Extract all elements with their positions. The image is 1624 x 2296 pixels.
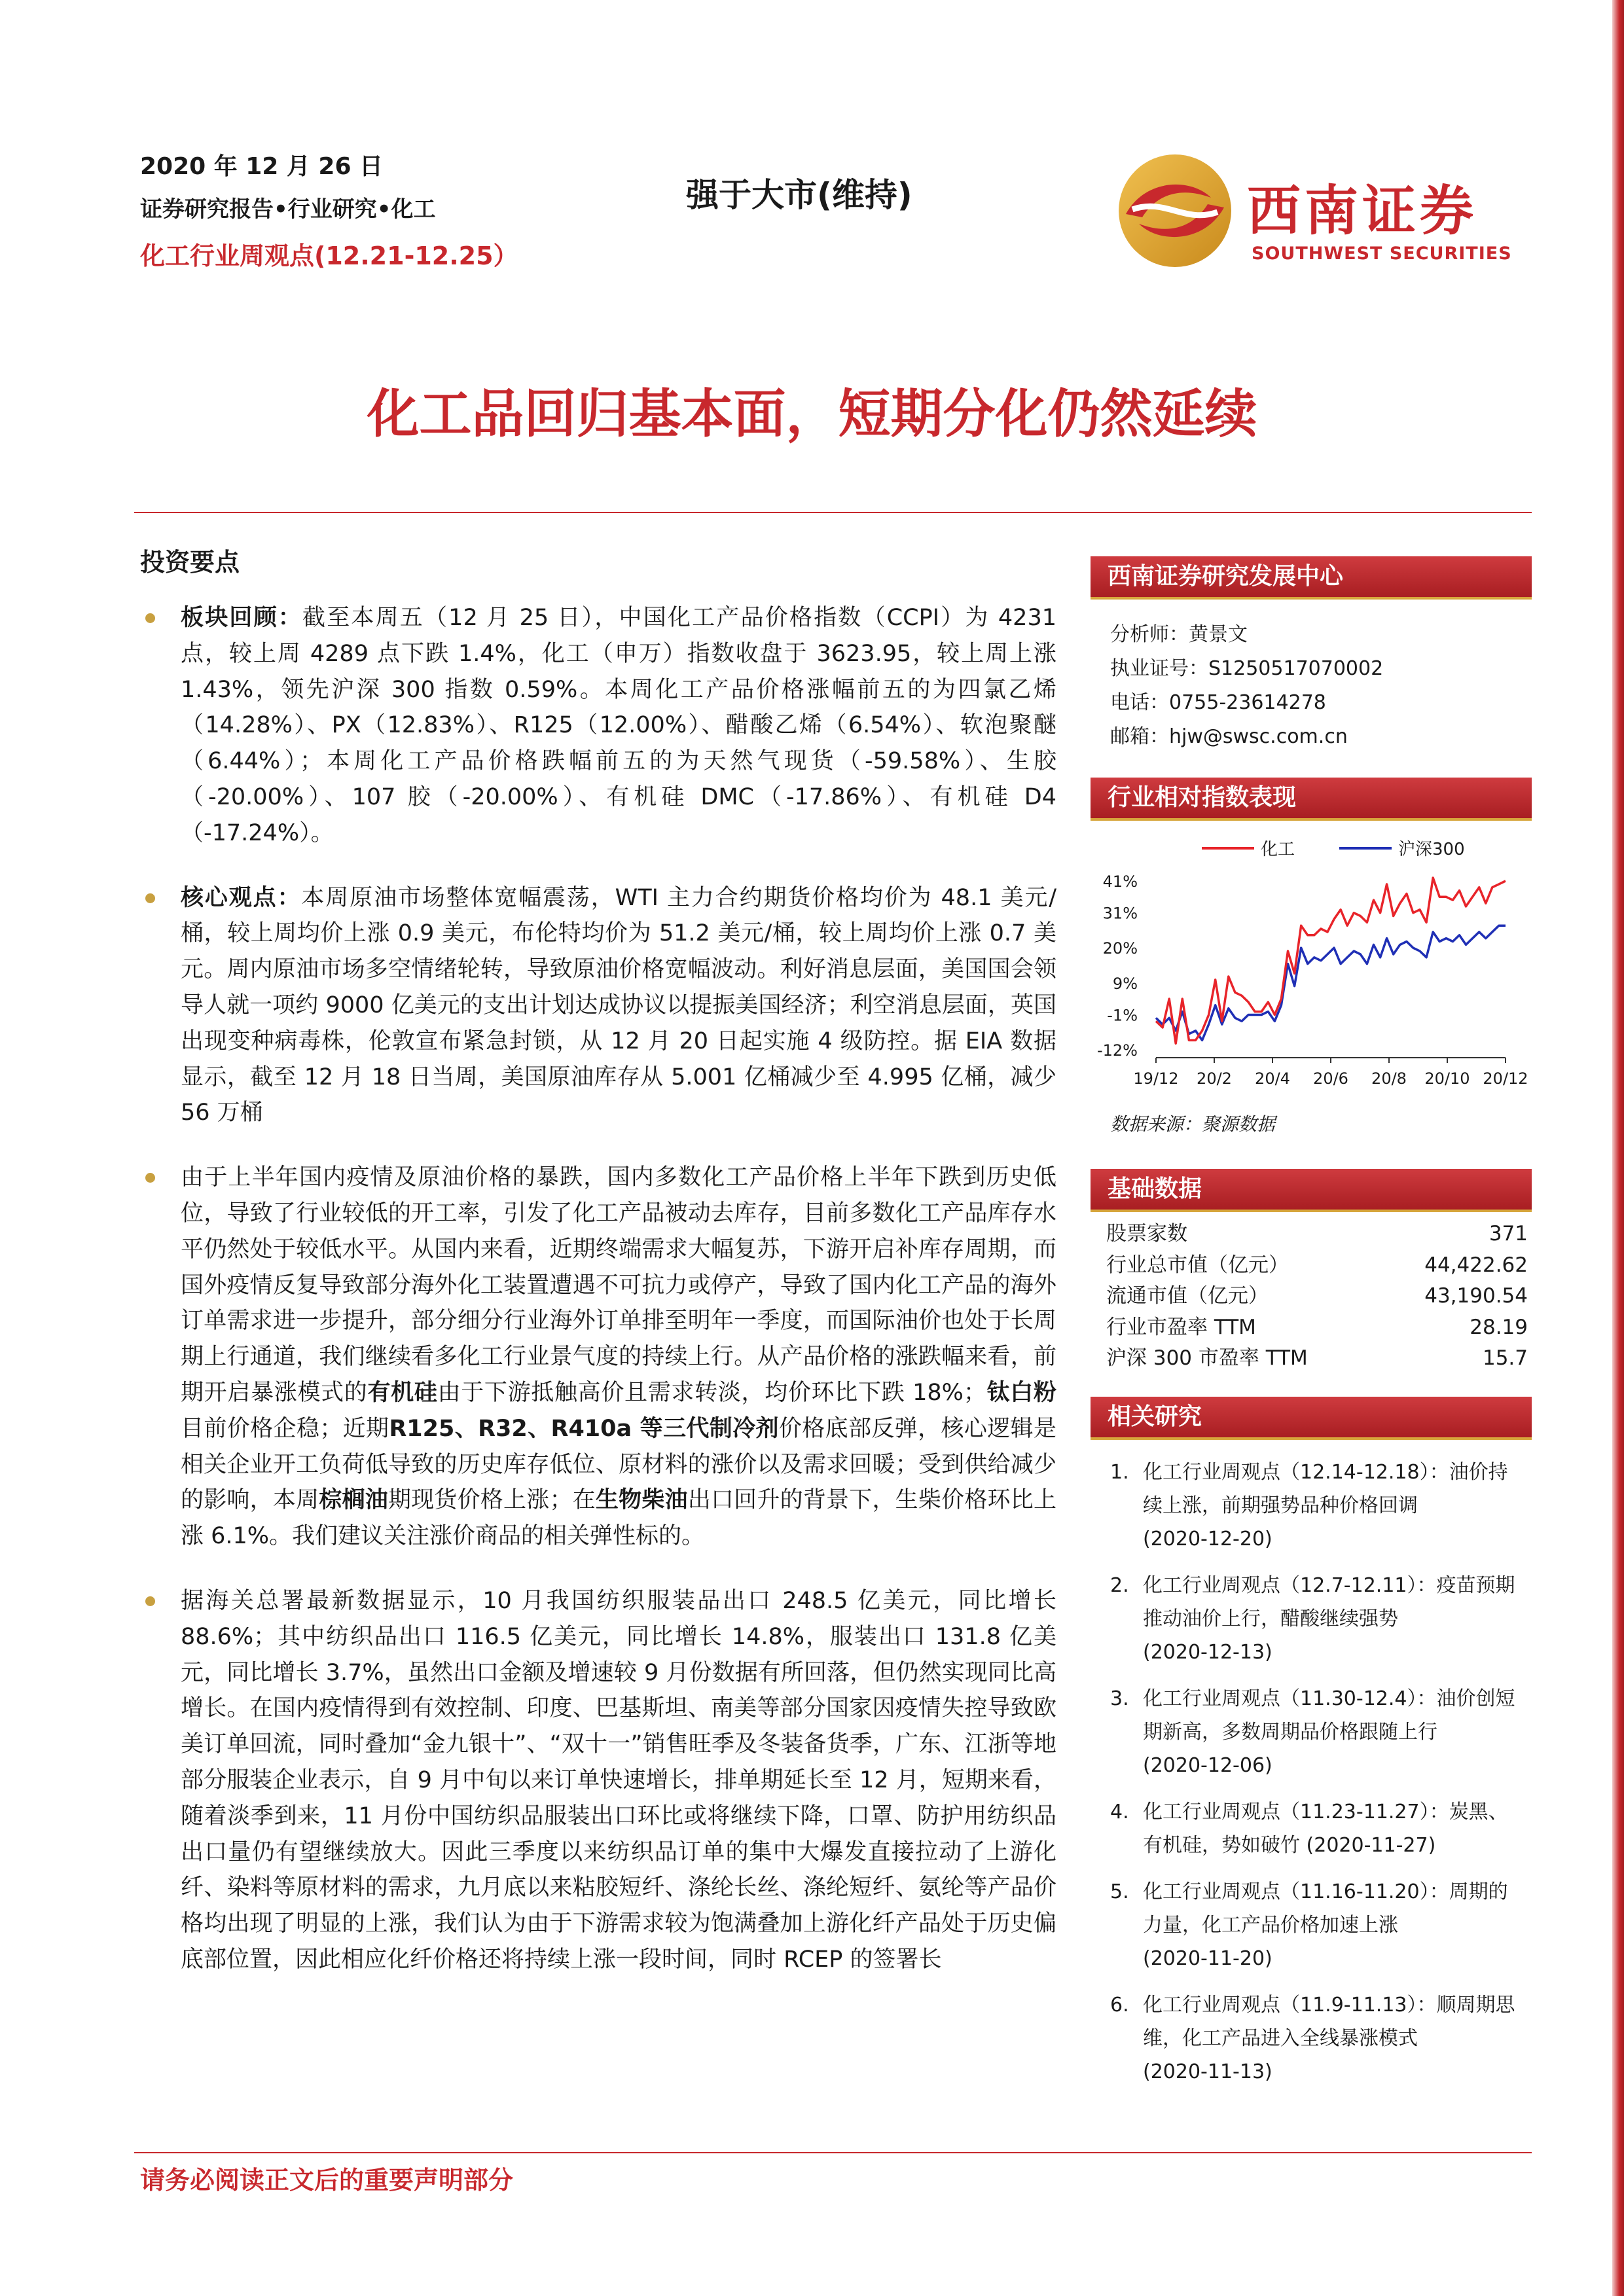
data-source: 数据来源：聚源数据 [1110,1113,1276,1135]
related-item[interactable] [1091,1875,1532,1975]
bullet-text: 出口回升的背景下，生柴价格环比上涨 6.1%。我们建议关注涨价商品的相关弹性标的。 [181,1487,1056,1550]
legend-label-1: 沪深300 [1398,840,1465,859]
item-date: (2020-12-06) [1143,1753,1272,1777]
report-series: 化工行业周观点(12.21-12.25） [140,242,518,270]
bullet-dot-icon [145,613,155,623]
row-value: 15.7 [1482,1346,1528,1370]
basic-data-row [1091,1343,1532,1374]
investment-summary [140,542,1056,2007]
keyword: 钛白粉 [986,1379,1056,1406]
bullet-text: 期现货价格上涨；在 [388,1487,596,1514]
row-value: 43,190.54 [1424,1284,1528,1308]
section-title: 投资要点 [140,548,240,577]
item-number: 6. [1110,1993,1129,2017]
analyst-name: 分析师：黄景文 [1110,623,1248,646]
related-item[interactable] [1091,1988,1532,2089]
report-date: 2020 年 12 月 26 日 [140,153,384,180]
bullet-text: 由于下游抵触高价且需求转淡，均价环比下跌 18%； [437,1379,986,1406]
row-value: 28.19 [1470,1315,1528,1339]
row-label: 股票家数 [1106,1222,1187,1246]
report-headline: 化工品回归基本面，短期分化仍然延续 [367,383,1257,444]
bullet-text: 截至本周五（12 月 25 日），中国化工产品价格指数（CCPI）为 4231 点，较上周 4289 点下跌 1.4%，化工（申万）指数收盘于 3623.95，较上周上涨 1.43%，领先沪深 300 指数 0.59%。本周化工产品价格涨幅前五的为四氯乙烯（14.28%）、PX（12.83%）、R125（12.00%）、醋酸乙烯（6.54%）、软泡聚醚（6.44%）；本周化工产品价格跌幅前五的为天然气现货（-59.58%）、生胶（-20.00%）、107 胶（-20.00%）、有机硅 DMC（-17.86%）、有机硅 D4（-17.24%）。 [181,605,1056,846]
bullet-lead: 板块回顾： [181,605,302,631]
item-date: (2020-12-20) [1143,1527,1272,1551]
research-center-title: 西南证券研究发展中心 [1091,556,1532,600]
company-logo [1113,152,1519,270]
related-research-section [1091,1397,1532,2089]
report-type: 证券研究报告•行业研究•化工 [140,196,436,223]
basic-data-row [1091,1312,1532,1344]
row-value: 371 [1489,1222,1528,1246]
bullet-sector-review [140,600,1056,852]
item-number: 1. [1110,1460,1129,1484]
analyst-contact [1091,600,1532,754]
item-title: 化工行业周观点（11.30-12.4）：油价创短期新高，多数周期品价格跟随上行 [1143,1687,1515,1744]
logo-emblem-icon [1113,152,1237,270]
chart-section-title: 行业相对指数表现 [1091,778,1532,821]
relative-index-chart [1091,821,1532,1096]
analyst-email[interactable]: 邮箱：hjw@swsc.com.cn [1110,725,1348,748]
item-title: 化工行业周观点（12.7-12.11）：疫苗预期推动油价上行，醋酸继续强势 [1143,1573,1515,1630]
y-tick-label: -12% [1096,1041,1138,1060]
legend-label-0: 化工 [1261,840,1295,859]
item-date: (2020-12-13) [1143,1640,1272,1664]
item-title: 化工行业周观点（11.23-11.27）：炭黑、有机硅，势如破竹 [1143,1800,1508,1857]
basic-data-row [1091,1219,1532,1250]
item-title: 化工行业周观点（11.9-11.13）：顺周期思维，化工产品进入全线暴涨模式 [1143,1993,1515,2050]
item-date: (2020-11-27) [1306,1833,1436,1857]
keyword: 有机硅 [367,1379,438,1406]
analyst-license: 执业证号：S1250517070002 [1110,657,1384,680]
bullet-text: 本周原油市场整体宽幅震荡，WTI 主力合约期货价格均价为 48.1 美元/桶，较上周均价上涨 0.9 美元，布伦特均价为 51.2 美元/桶，较上周均价上涨 0.7 美元。周内原油市场多空情绪轮转，导致原油价格宽幅波动。利好消息层面，美国国会领导人就一项约 9000 亿美元的支出计划达成协议以提振美国经济；利空消息层面，英国出现变种病毒株，伦敦宣布紧急封锁，从 12 月 20 日起实施 4 级防控。据 EIA 数据显示，截至 12 月 18 日当周，美国原油库存从 5.001 亿桶减少至 4.995 亿桶，减少 56 万桶 [181,884,1056,1126]
basic-data-section [1091,1169,1532,1374]
bullet-text: 据海关总署最新数据显示，10 月我国纺织服装品出口 248.5 亿美元，同比增长 88.6%；其中纺织品出口 116.5 亿美元，同比增长 14.8%，服装出口 131.8 亿美元，同比增长 3.7%，虽然出口金额及增速较 9 月份数据有所回落，但仍然实现同比高增长。在国内疫情得到有效控制、印度、巴基斯坦、南美等部分国家因疫情失控导致欧美订单回流，同时叠加“金九银十”、“双十一”销售旺季及冬装备货季，广东、江浙等地部分服装企业表示，自 9 月中旬以来订单快速增长，排单期延长至 12 月，短期来看，随着淡季到来，11 月份中国纺织品服装出口环比或将继续下降，口罩、防护用纺织品出口量仍有望继续放大。因此三季度以来纺织品订单的集中大爆发直接拉动了上游化纤、染料等原材料的需求，九月底以来粘胶短纤、涤纶长丝、涤纶短纤、氨纶等产品价格均出现了明显的上涨，我们认为由于下游需求较为饱满叠加上游化纤产品处于历史偏底部位置，因此相应化纤价格还将持续上涨一段时间，同时 RCEP 的签署长 [181,1587,1056,1973]
basic-data-table [1091,1212,1532,1374]
row-label: 行业总市值（亿元） [1106,1253,1289,1277]
row-label: 沪深 300 市盈率 TTM [1106,1346,1308,1370]
item-number: 3. [1110,1687,1129,1710]
keyword: 生物柴油 [595,1487,688,1514]
bullet-text: 目前价格企稳；近期 [181,1415,389,1442]
item-number: 4. [1110,1800,1129,1823]
x-tick-label: 20/2 [1197,1069,1232,1088]
basic-data-row [1091,1250,1532,1282]
y-tick-label: -1% [1107,1006,1138,1025]
page-edge-stripe [1612,0,1624,2296]
related-item[interactable] [1091,1569,1532,1669]
divider [134,512,1532,513]
row-label: 流通市值（亿元） [1106,1284,1269,1308]
item-date: (2020-11-20) [1143,1946,1272,1970]
item-title: 化工行业周观点（11.16-11.20）：周期的力量，化工产品价格加速上涨 [1143,1880,1508,1937]
x-tick-label: 20/12 [1483,1069,1528,1088]
basic-data-title: 基础数据 [1091,1169,1532,1212]
index-chart-section [1091,778,1532,1148]
x-tick-label: 20/10 [1424,1069,1470,1088]
basic-data-row [1091,1281,1532,1312]
footer-disclaimer: 请务必阅读正文后的重要声明部分 [140,2166,514,2195]
item-date: (2020-11-13) [1143,2060,1272,2083]
logo-text-cn: 西南证券 [1247,179,1478,242]
bullet-dot-icon [145,1596,155,1606]
item-number: 2. [1110,1573,1129,1597]
bullet-textile-exports [140,1583,1056,1978]
x-tick-label: 20/4 [1255,1069,1290,1088]
related-item[interactable] [1091,1682,1532,1782]
row-value: 44,422.62 [1424,1253,1528,1277]
item-number: 5. [1110,1880,1129,1903]
related-research-title: 相关研究 [1091,1397,1532,1440]
item-title: 化工行业周观点（12.14-12.18）：油价持续上涨，前期强势品种价格回调 [1143,1460,1508,1517]
bullet-product-prices [140,1160,1056,1554]
row-label: 行业市盈率 TTM [1106,1315,1256,1339]
series-line-0 [1156,878,1506,1043]
keyword: 棕榈油 [319,1487,388,1514]
bullet-dot-icon [145,1173,155,1183]
y-tick-label: 31% [1102,904,1138,923]
y-tick-label: 20% [1102,939,1138,958]
related-item[interactable] [1091,1456,1532,1556]
footer-divider [134,2152,1532,2153]
rating: 强于大市(维持) [686,176,912,214]
bullet-text: 由于上半年国内疫情及原油价格的暴跌，国内多数化工产品价格上半年下跌到历史低位，导致了行业较低的开工率，引发了化工产品被动去库存，目前多数化工产品库存水平仍然处于较低水平。从国内来看，近期终端需求大幅复苏，下游开启补库存周期，而国外疫情反复导致部分海外化工装置遭遇不可抗力或停产，导致了国内化工产品的海外订单需求进一步提升，部分细分行业海外订单排至明年一季度，而国际油价也处于长周期上行通道，我们继续看多化工行业景气度的持续上行。从产品价格的涨跌幅来看，前期开启暴涨模式的 [181,1164,1056,1406]
bullet-dot-icon [145,893,155,903]
bullet-lead: 核心观点： [181,884,302,911]
x-tick-label: 19/12 [1133,1069,1179,1088]
x-tick-label: 20/6 [1313,1069,1348,1088]
bullet-text: 价格底部反弹，核心逻辑是相关企业开工负荷低导致的历史库存低位、原材料的涨价以及需求回暖；受到供给减少的影响，本周 [181,1415,1056,1514]
related-research-list [1091,1440,1532,2089]
bullet-core-view [140,880,1056,1132]
series-line-1 [1156,925,1506,1040]
y-tick-label: 41% [1102,872,1138,891]
analyst-phone: 电话：0755-23614278 [1110,691,1326,714]
sidebar [1091,556,1532,2102]
y-tick-label: 9% [1112,974,1138,993]
related-item[interactable] [1091,1795,1532,1862]
keyword: R125、R32、R410a 等三代制冷剂 [389,1415,779,1442]
x-tick-label: 20/8 [1371,1069,1407,1088]
logo-text-en: SOUTHWEST SECURITIES [1252,243,1512,264]
